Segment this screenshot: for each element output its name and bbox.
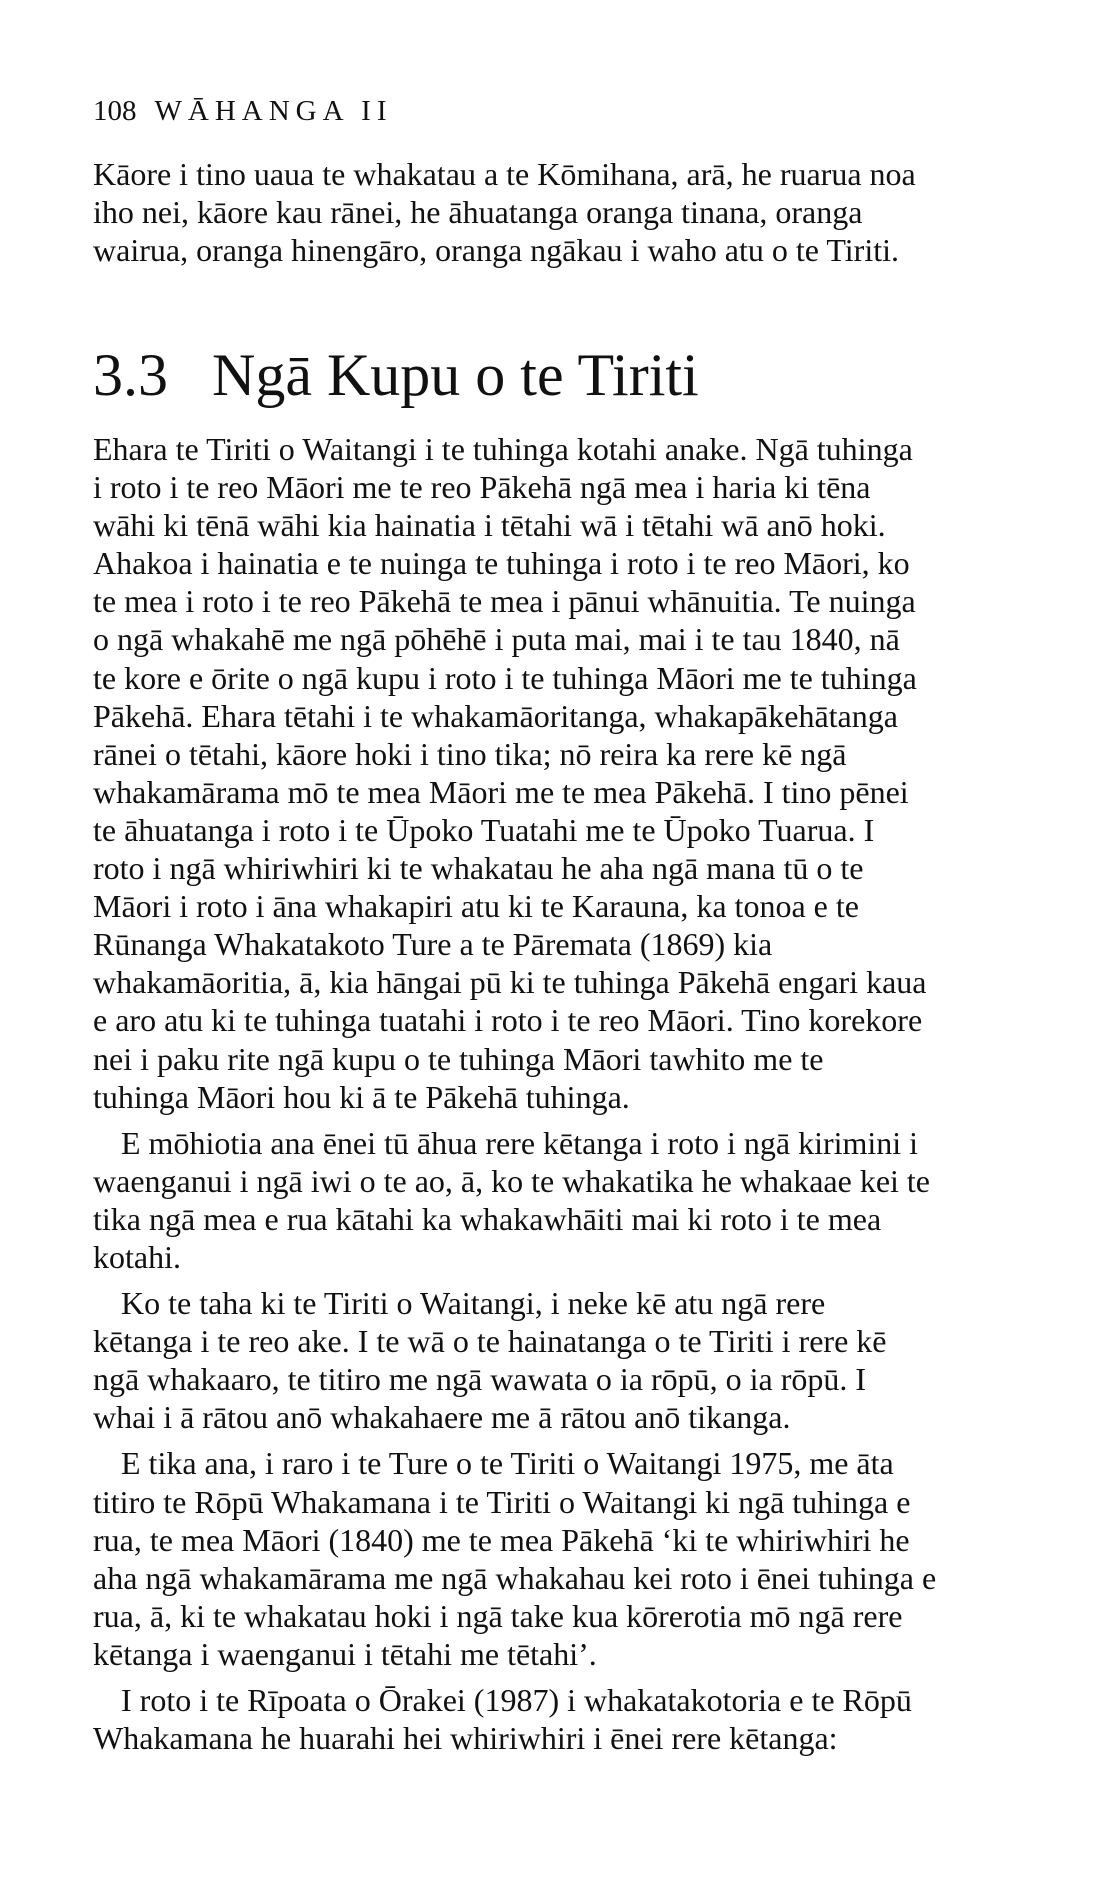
section-heading bbox=[93, 340, 699, 410]
text-line: te āhuatanga i roto i te Ūpoko Tuatahi me te Ūpoko Tuarua. I bbox=[93, 811, 875, 848]
text-line: whakamārama mō te mea Māori me te mea Pākehā. I tino pēnei bbox=[93, 773, 909, 810]
text-line: Kāore i tino uaua te whakatau a te Kōmihana, arā, he ruarua noa bbox=[93, 156, 916, 192]
text-line: E tika ana, i raro i te Ture o te Tiriti o Waitangi 1975, me āta bbox=[121, 1445, 894, 1482]
text-line: kētanga i waenganui i tētahi me tētahi’. bbox=[93, 1635, 597, 1672]
text-line: rua, ā, ki te whakatau hoki i ngā take kua kōrerotia mō ngā rere bbox=[93, 1597, 903, 1634]
text-line: Whakamana he huarahi hei whiriwhiri i ēnei rere kētanga: bbox=[93, 1720, 838, 1757]
paragraph-2 bbox=[93, 1124, 993, 1276]
text-line: ngā whakaaro, te titiro me ngā wawata o ia rōpū, o ia rōpū. I bbox=[93, 1361, 867, 1398]
text-line: aha ngā whakamārama me ngā whakahau kei roto i ēnei tuhinga e bbox=[93, 1559, 937, 1596]
text-line: wairua, oranga hinengāro, oranga ngākau i waho atu o te Tiriti. bbox=[93, 232, 899, 269]
text-line: Rūnanga Whakatakoto Ture a te Pāremata (1869) kia bbox=[93, 926, 773, 963]
text-line: kētanga i te reo ake. I te wā o te hainatanga o te Tiriti i rere kē bbox=[93, 1323, 887, 1360]
text-line: Māori i roto i āna whakapiri atu ki te Karauna, ka tonoa e te bbox=[93, 888, 859, 925]
text-line: Pākehā. Ehara tētahi i te whakamāoritanga, whakapākehātanga bbox=[93, 697, 898, 734]
paragraph-3 bbox=[93, 1284, 993, 1436]
text-line: Ahakoa i hainatia e te nuinga te tuhinga i roto i te reo Māori, ko bbox=[93, 545, 910, 582]
text-line: waenganui i ngā iwi o te ao, ā, ko te whakatika he whakaae kei te bbox=[93, 1162, 930, 1199]
section-title: Ngā Kupu o te Tiriti bbox=[212, 342, 699, 408]
text-line: nei i paku rite ngā kupu o te tuhinga Māori tawhito me te bbox=[93, 1040, 824, 1077]
text-line: wāhi ki tēnā wāhi kia hainatia i tētahi wā i tētahi wā anō hoki. bbox=[93, 507, 886, 544]
text-line: kotahi. bbox=[93, 1238, 181, 1275]
text-line: Ehara te Tiriti o Waitangi i te tuhinga kotahi anake. Ngā tuhinga bbox=[93, 431, 913, 467]
text-line: iho nei, kāore kau rānei, he āhuatanga oranga tinana, oranga bbox=[93, 194, 863, 231]
text-line: o ngā whakahē me ngā pōhēhē i puta mai, mai i te tau 1840, nā bbox=[93, 621, 900, 658]
intro-paragraph bbox=[93, 155, 993, 269]
paragraph-1 bbox=[93, 430, 993, 1116]
page-number: 108 bbox=[93, 95, 137, 127]
paragraph-4 bbox=[93, 1444, 993, 1673]
paragraph-5 bbox=[93, 1681, 993, 1757]
running-head bbox=[93, 95, 393, 128]
text-line: E mōhiotia ana ēnei tū āhua rere kētanga i roto i ngā kirimini i bbox=[121, 1124, 919, 1161]
text-line: e aro atu ki te tuhinga tuatahi i roto i te reo Māori. Tino korekore bbox=[93, 1002, 923, 1039]
text-line: rānei o tētahi, kāore hoki i tino tika; nō reira ka rere kē ngā bbox=[93, 735, 847, 772]
text-line: tika ngā mea e rua kātahi ka whakawhāiti mai ki roto i te mea bbox=[93, 1200, 882, 1237]
section-body bbox=[93, 430, 993, 1757]
text-line: whakamāoritia, ā, kia hāngai pū ki te tuhinga Pākehā engari kaua bbox=[93, 964, 927, 1001]
text-line: Ko te taha ki te Tiriti o Waitangi, i neke kē atu ngā rere bbox=[121, 1285, 826, 1322]
text-line: te kore e ōrite o ngā kupu i roto i te tuhinga Māori me te tuhinga bbox=[93, 659, 917, 696]
text-line: te mea i roto i te reo Pākehā te mea i pānui whānuitia. Te nuinga bbox=[93, 583, 916, 620]
text-line: titiro te Rōpū Whakamana i te Tiriti o Waitangi ki ngā tuhinga e bbox=[93, 1483, 911, 1520]
text-line: I roto i te Rīpoata o Ōrakei (1987) i whakatakotoria e te Rōpū bbox=[121, 1682, 912, 1718]
text-line: i roto i te reo Māori me te reo Pākehā ngā mea i haria ki tēna bbox=[93, 469, 871, 506]
text-line: roto i ngā whiriwhiri ki te whakatau he aha ngā mana tū o te bbox=[93, 850, 864, 887]
text-line: tuhinga Māori hou ki ā te Pākehā tuhinga. bbox=[93, 1078, 630, 1115]
chapter-label: WĀHANGA II bbox=[154, 95, 393, 127]
section-number: 3.3 bbox=[93, 342, 168, 408]
text-line: whai i ā rātou anō whakahaere me ā rātou anō tikanga. bbox=[93, 1399, 791, 1436]
text-line: rua, te mea Māori (1840) me te mea Pākehā ‘ki te whiriwhiri he bbox=[93, 1521, 910, 1558]
